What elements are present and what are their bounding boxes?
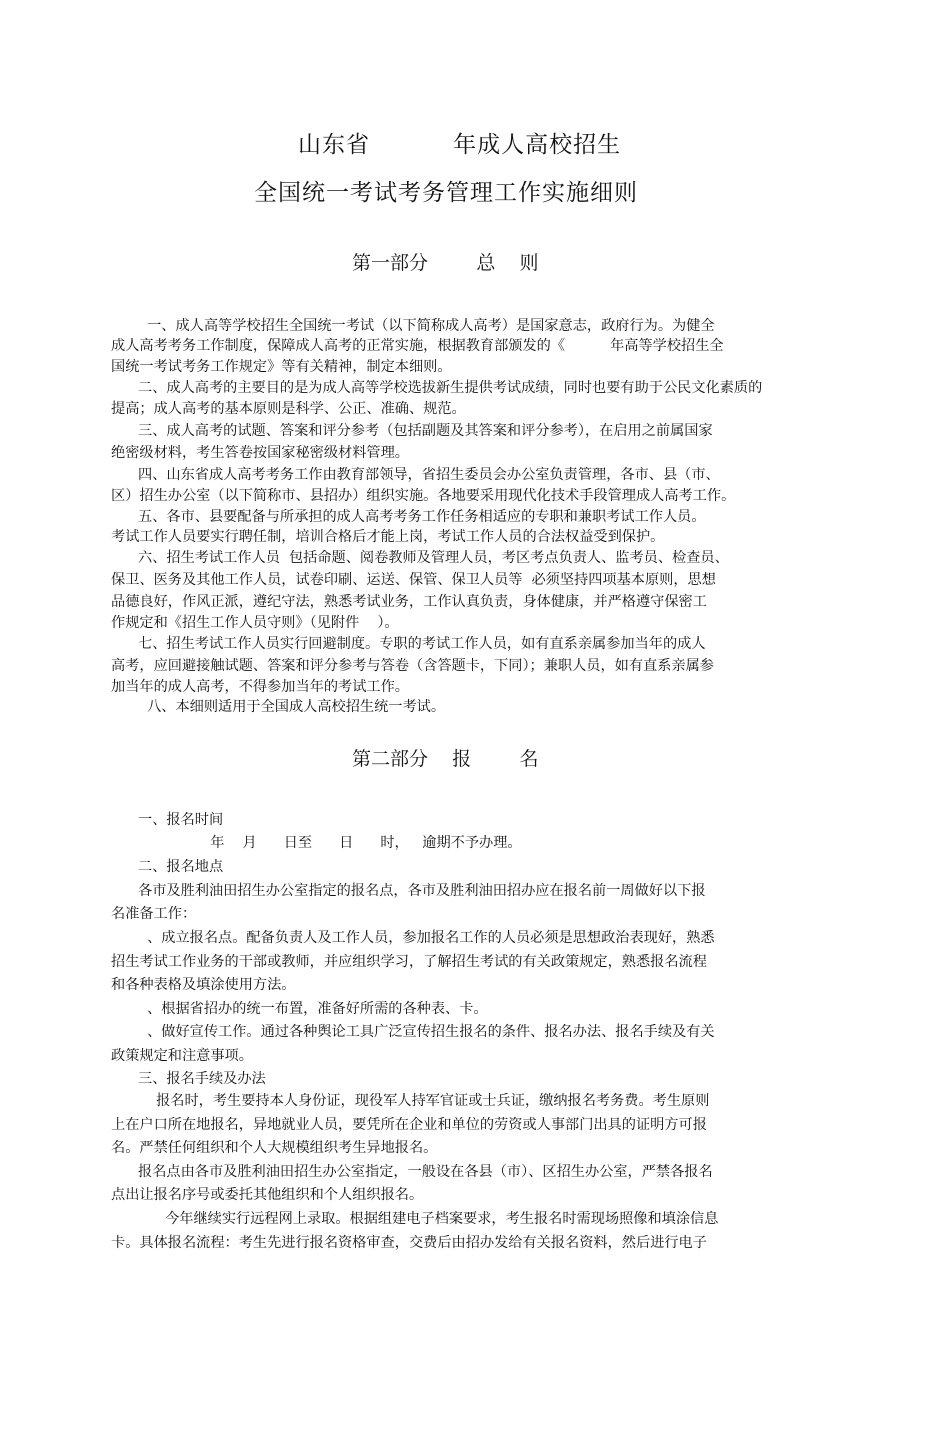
body-line: 名。严禁任何组织和个人大规模组织考生异地报名。 [111, 1140, 438, 1156]
body-line: 一、报名时间 [111, 812, 224, 828]
title-line-1: 山东省 年成人高校招生 [298, 132, 622, 158]
body-line: 各市及胜利油田招生办公室指定的报名点，各市及胜利油田招办应在报名前一周做好以下报 [111, 883, 706, 899]
body-line: 名准备工作： [111, 906, 197, 922]
body-line: 绝密级材料，考生答卷按国家秘密级材料管理。 [111, 445, 409, 461]
body-line: 四、山东省成人高考考务工作由教育部领导，省招生委员会办公室负责管理，各市、县（市、 [111, 467, 720, 483]
body-line: 政策规定和注意事项。 [111, 1048, 253, 1064]
body-line: 卡。具体报名流程：考生先进行报名资格审查，交费后由招办发给有关报名资料，然后进行电子 [111, 1235, 707, 1251]
part2-heading: 第二部分 报 名 [352, 748, 539, 770]
body-line: 报名时，考生要持本人身份证，现役军人持军官证或士兵证，缴纳报名考务费。考生原则 [111, 1093, 710, 1109]
body-line: 五、各市、县要配备与所承担的成人高考考务工作任务相适应的专职和兼职考试工作人员。 [111, 509, 706, 525]
body-line: 品德良好，作风正派，遵纪守法，熟悉考试业务，工作认真负责，身体健康，并严格遵守保密工 [111, 594, 707, 610]
body-line: 八、本细则适用于全国成人高校招生统一考试。 [111, 699, 446, 715]
body-line: 加当年的成人高考，不得参加当年的考试工作。 [111, 679, 409, 695]
body-line: 高考，应回避接触试题、答案和评分参考与答卷（含答题卡，下同）；兼职人员，如有直系亲属参 [111, 658, 714, 674]
body-line: 考试工作人员要实行聘任制，培训合格后才能上岗，考试工作人员的合法权益受到保护。 [111, 529, 665, 545]
body-line: 国统一考试考务工作规定》等有关精神，制定本细则。 [111, 359, 452, 375]
body-line: 上在户口所在地报名，异地就业人员，要凭所在企业和单位的劳资或人事部门出具的证明方可报 [111, 1117, 707, 1133]
body-line: 作规定和《招生工作人员守则》（见附件 ）。 [111, 615, 399, 631]
body-line: 区）招生办公室（以下简称市、县招办）组织实施。各地要采用现代化技术手段管理成人高考工作。 [111, 488, 736, 504]
body-line: 、成立报名点。配备负责人及工作人员，参加报名工作的人员必须是思想政治表现好，熟悉 [111, 930, 715, 946]
body-line: 今年继续实行远程网上录取。根据组建电子档案要求，考生报名时需现场照像和填涂信息 [111, 1211, 719, 1227]
body-line: 保卫、医务及其他工作人员，试卷印刷、运送、保管、保卫人员等 必须坚持四项基本原则，思想 [111, 572, 716, 588]
body-line: 二、成人高考的主要目的是为成人高等学校选拔新生提供考试成绩，同时也要有助于公民文化素质的 [111, 380, 763, 396]
body-line: 三、成人高考的试题、答案和评分参考（包括副题及其答案和评分参考），在启用之前属国家 [111, 423, 713, 439]
body-line: 六、招生考试工作人员 包括命题、阅卷教师及管理人员，考区考点负责人、监考员、检查员、 [111, 550, 729, 566]
body-line: 点出让报名序号或委托其他组织和个人组织报名。 [111, 1187, 424, 1203]
body-line: 、做好宣传工作。通过各种舆论工具广泛宣传招生报名的条件、报名办法、报名手续及有关 [111, 1024, 715, 1040]
body-line: 、根据省招办的统一布置，准备好所需的各种表、卡。 [111, 1001, 488, 1017]
title-line-2: 全国统一考试考务管理工作实施细则 [254, 180, 638, 206]
body-line: 三、报名手续及办法 [111, 1071, 266, 1087]
body-line: 提高；成人高考的基本原则是科学、公正、准确、规范。 [111, 401, 466, 417]
part1-heading: 第一部分 总 则 [352, 252, 539, 274]
body-line: 和各种表格及填涂使用方法。 [111, 977, 296, 993]
body-line: 一、成人高等学校招生全国统一考试（以下简称成人高考）是国家意志，政府行为。为健全 [111, 318, 715, 334]
body-line: 年 月 日至 日 时， 逾期不予办理。 [111, 835, 522, 851]
body-line: 报名点由各市及胜利油田招生办公室指定，一般设在各县（市）、区招生办公室，严禁各报名 [111, 1164, 713, 1180]
body-line: 成人高考考务工作制度，保障成人高考的正常实施，根据教育部颁发的《 年高等学校招生全 [111, 338, 724, 354]
body-line: 招生考试工作业务的干部或教师，并应组织学习，了解招生考试的有关政策规定，熟悉报名流程 [111, 954, 707, 970]
body-line: 二、报名地点 [111, 859, 224, 875]
body-line: 七、招生考试工作人员实行回避制度。专职的考试工作人员，如有直系亲属参加当年的成人 [111, 636, 706, 652]
